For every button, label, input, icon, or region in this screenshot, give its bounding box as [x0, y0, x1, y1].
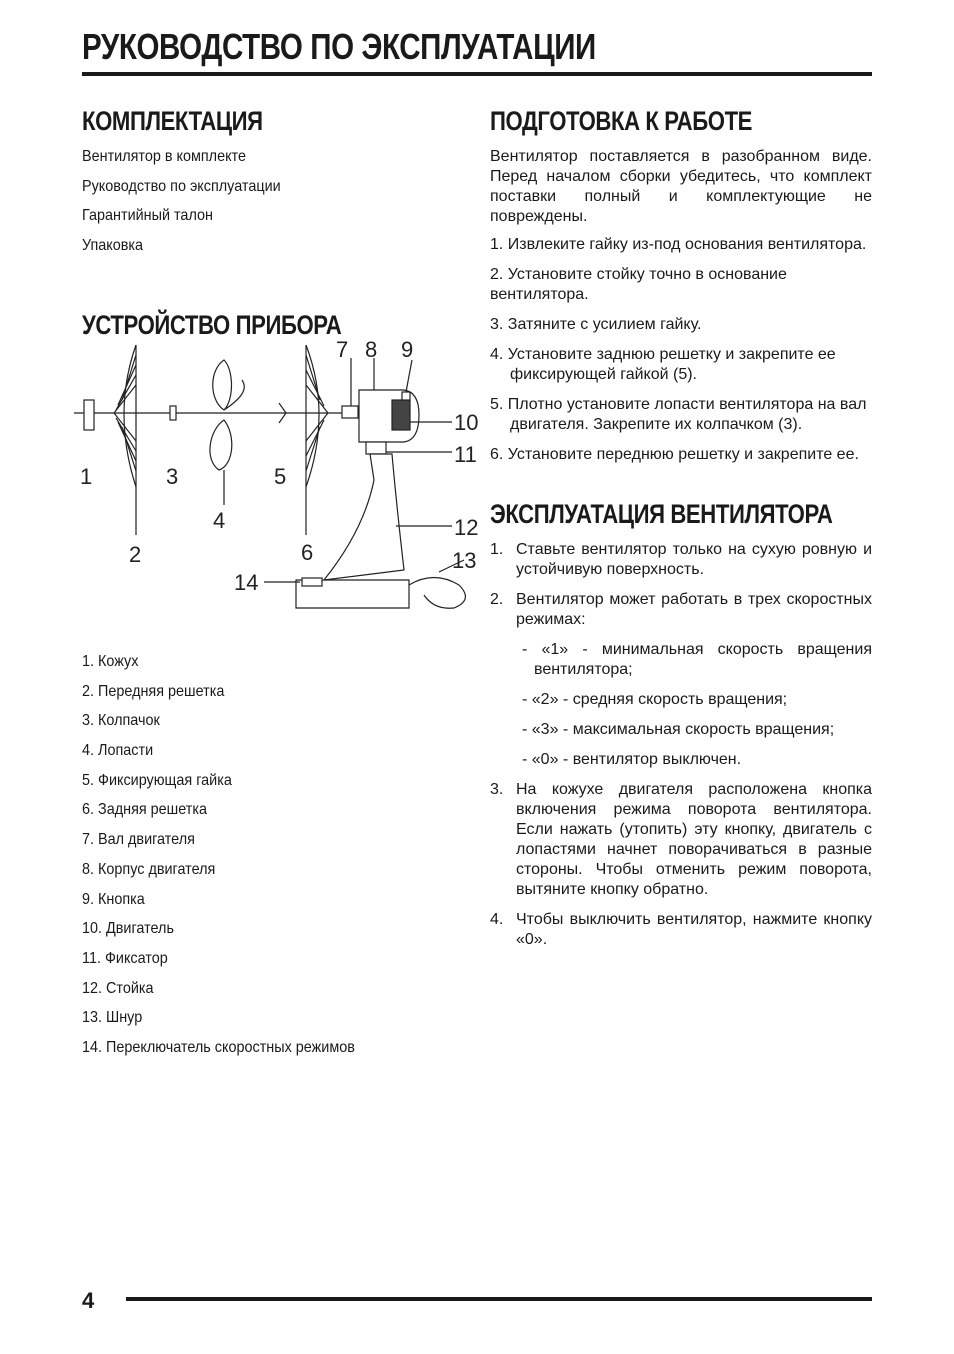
kit-heading: КОМПЛЕКТАЦИЯ: [82, 106, 263, 136]
right-column: [490, 106, 872, 960]
list-item: 13. Шнур: [82, 1009, 143, 1027]
cover-part: [84, 400, 94, 430]
diagram-label-14: 14: [234, 570, 259, 595]
step-text: Чтобы выключить вентилятор, нажмите кнопку «0».: [516, 911, 872, 948]
list-item: Упаковка: [82, 237, 144, 255]
step-text: Ставьте вентилятор только на сухую ровную и устойчивую поверхность.: [516, 541, 872, 578]
list-item: 2. Передняя решетка: [82, 682, 225, 700]
list-item: 12. Стойка: [82, 979, 154, 997]
page-title: РУКОВОДСТВО ПО ЭКСПЛУАТАЦИИ: [82, 26, 596, 67]
operation-steps: [490, 540, 872, 630]
diagram-label-6: 6: [301, 540, 314, 565]
list-item: 4. Лопасти: [82, 742, 154, 760]
kit-list: [82, 147, 472, 266]
step-number: 2.: [490, 591, 504, 608]
step-text: На кожухе двигателя расположена кнопка включения режима поворота вентилятора. Если нажать (утопить) эту кнопку, двигатель с лопастями начнет поворачиваться в разные стороны. Чтобы отменить режим поворота, вытяните кнопку обратно.: [516, 781, 872, 898]
motor-part: [392, 400, 410, 430]
list-item: 5. Фиксирующая гайка: [82, 771, 232, 789]
page-number: 4: [82, 1288, 95, 1313]
list-item: 11. Фиксатор: [82, 949, 168, 967]
diagram-label-1: 1: [80, 464, 93, 489]
step-number: 1.: [490, 541, 504, 558]
parts-list: [82, 652, 472, 1068]
diagram-label-5: 5: [274, 464, 287, 489]
blade-top: [213, 360, 232, 410]
title-rule: [82, 72, 872, 76]
blade-bottom: [210, 420, 232, 470]
list-item: 10. Двигатель: [82, 920, 174, 938]
diagram-label-10: 10: [454, 410, 479, 435]
step-text: Вентилятор может работать в трех скоростных режимах:: [516, 591, 872, 628]
list-item: - «1» - минимальная скорость вращения вентилятора;: [522, 641, 872, 678]
step-number: 4.: [490, 911, 504, 928]
list-item: [490, 780, 872, 900]
diagram-label-7: 7: [336, 337, 349, 362]
list-item: Гарантийный талон: [82, 207, 213, 225]
footer-rule: [126, 1297, 872, 1301]
list-item: [490, 540, 872, 580]
list-item: 4. Установите заднюю решетку и закрепите ее фиксирующей гайкой (5).: [490, 346, 836, 383]
lock-part: [366, 442, 386, 454]
list-item: 6. Задняя решетка: [82, 801, 207, 819]
list-item: Руководство по эксплуатации: [82, 177, 281, 195]
preparation-heading: ПОДГОТОВКА К РАБОТЕ: [490, 106, 753, 136]
list-item: - «0» - вентилятор выключен.: [522, 751, 742, 768]
diagram-label-2: 2: [129, 542, 142, 567]
list-item: 3. Колпачок: [82, 712, 160, 730]
list-item: 1. Кожух: [82, 653, 139, 670]
step-number: 3.: [490, 781, 504, 798]
mode-list: [522, 640, 872, 770]
list-item: 1. Извлеките гайку из-под основания вентилятора.: [490, 236, 867, 253]
diagram-label-13: 13: [452, 548, 477, 573]
list-item: - «3» - максимальная скорость вращения;: [522, 721, 835, 738]
diagram-label-9: 9: [401, 337, 414, 362]
preparation-steps: [490, 235, 872, 465]
fan-diagram: [74, 330, 484, 630]
list-item: 9. Кнопка: [82, 890, 145, 908]
list-item: 6. Установите переднюю решетку и закрепите ее.: [490, 446, 859, 463]
shaft-part: [342, 406, 358, 418]
switch-part: [302, 578, 322, 586]
list-item: - «2» - средняя скорость вращения;: [522, 691, 788, 708]
list-item: 14. Переключатель скоростных режимов: [82, 1038, 355, 1056]
left-column: [82, 106, 472, 341]
button-part: [402, 392, 410, 400]
operation-steps-cont: [490, 780, 872, 950]
diagram-label-11: 11: [454, 442, 477, 467]
diagram-label-12: 12: [454, 515, 479, 540]
diagram-label-3: 3: [166, 464, 179, 489]
list-item: [490, 910, 872, 950]
list-item: 8. Корпус двигателя: [82, 860, 216, 878]
operation-heading: ЭКСПЛУАТАЦИЯ ВЕНТИЛЯТОРА: [490, 499, 833, 529]
list-item: 7. Вал двигателя: [82, 831, 195, 849]
list-item: 3. Затяните с усилием гайку.: [490, 316, 702, 333]
stand-part: [324, 454, 404, 580]
list-item: 5. Плотно установите лопасти вентилятора на вал двигателя. Закрепите их колпачком (3).: [490, 396, 867, 433]
list-item: Вентилятор в комплекте: [82, 148, 246, 165]
diagram-label-4: 4: [213, 508, 226, 533]
device-heading: УСТРОЙСТВО ПРИБОРА: [82, 309, 342, 340]
diagram-label-8: 8: [365, 337, 378, 362]
cord-part: [409, 578, 465, 609]
preparation-intro: Вентилятор поставляется в разобранном виде. Перед началом сборки убедитесь, что комплект поставки полный и комплектующие не повреждены.: [490, 148, 872, 225]
cap-part: [170, 406, 176, 420]
list-item: 2. Установите стойку точно в основание вентилятора.: [490, 266, 787, 303]
list-item: [490, 590, 872, 630]
